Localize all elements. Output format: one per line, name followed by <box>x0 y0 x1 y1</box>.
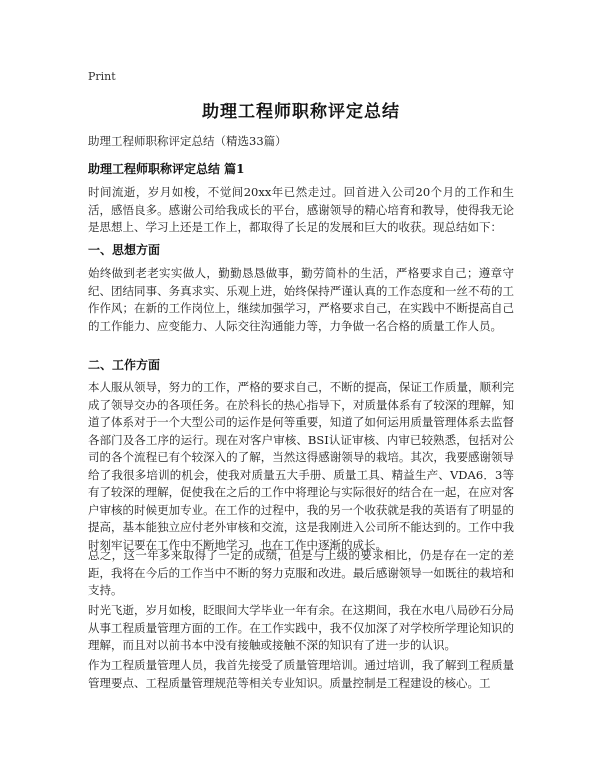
graduation-paragraph: 时光飞逝，岁月如梭，眨眼间大学毕业一年有余。在这期间，我在水电八局砂石分局从事工程质量管理方面的工作。在工作实践中，我不仅加深了对学校所学理论知识的理解，而且对以前书本中没有接触或接触不深的知识有了进一步的认识。 <box>88 603 514 652</box>
summary-paragraph: 总之，这一年多来取得了一定的成绩，但是与上级的要求相比，仍是存在一定的差距，我将在今后的工作当中不断的努力克服和改进。最后感谢领导一如既往的栽培和支持。 <box>88 548 514 597</box>
chapter-title: 助理工程师职称评定总结 篇1 <box>88 162 245 176</box>
section-heading-work: 二、工作方面 <box>88 358 161 372</box>
print-link[interactable]: Print <box>88 70 116 83</box>
page-title: 助理工程师职称评定总结 <box>202 102 400 122</box>
thought-paragraph: 始终做到老老实实做人，勤勤恳恳做事，勤劳简朴的生活，严格要求自己；遵章守纪、团结同事、务真求实、乐观上进，始终保持严谨认真的工作态度和一丝不苟的工作作风；在新的工作岗位上，继续加强学习，严格要求自己，在实践中不断提高自己的工作能力、应变能力、人际交往沟通能力等，力争做一名合格的质量工作人员。 <box>88 266 514 333</box>
document-subtitle: 助理工程师职称评定总结（精选33篇） <box>88 134 287 148</box>
training-paragraph: 作为工程质量管理人员，我首先接受了质量管理培训。通过培训，我了解到工程质量管理要点、工程质量管理规范等相关专业知识。质量控制是工程建设的核心。工 <box>88 658 514 690</box>
intro-paragraph: 时间流逝，岁月如梭，不觉间20xx年已然走过。回首进入公司20个月的工作和生活，感悟良多。感谢公司给我成长的平台，感谢领导的精心培育和教导，使得我无论是思想上、学习上还是工作上，都取得了长足的发展和巨大的收获。现总结如下： <box>88 185 514 234</box>
section-heading-thought: 一、思想方面 <box>88 243 161 257</box>
work-paragraph: 本人服从领导，努力的工作，严格的要求自己，不断的提高，保证工作质量，顺利完成了领导交办的各项任务。在於科长的热心指导下，对质量体系有了较深的理解，知道了体系对于一个大型公司的运作是何等重要，知道了如何运用质量管理体系去监督各部门及各工序的运行。现在对客户审核、BSI认证审核、内审已较熟悉，包括对公司的各个流程已有个较深入的了解，当然这得感谢领导的栽培。其次，我要感谢领导给了我很多培训的机会，使我对质量五大手册、质量工具、精益生产、VDA6．3等有了较深的理解，促使我在之后的工作中将理论与实际很好的结合在一起，在应对客户审核的时候更加专业。在工作的过程中，我的另一个收获就是我的英语有了明显的提高，基本能独立应付老外审核和交流，这是我刚进入公司所不能达到的。工作中我时刻牢记要在工作中不断地学习，也在工作中逐渐的成长。 <box>88 380 514 552</box>
